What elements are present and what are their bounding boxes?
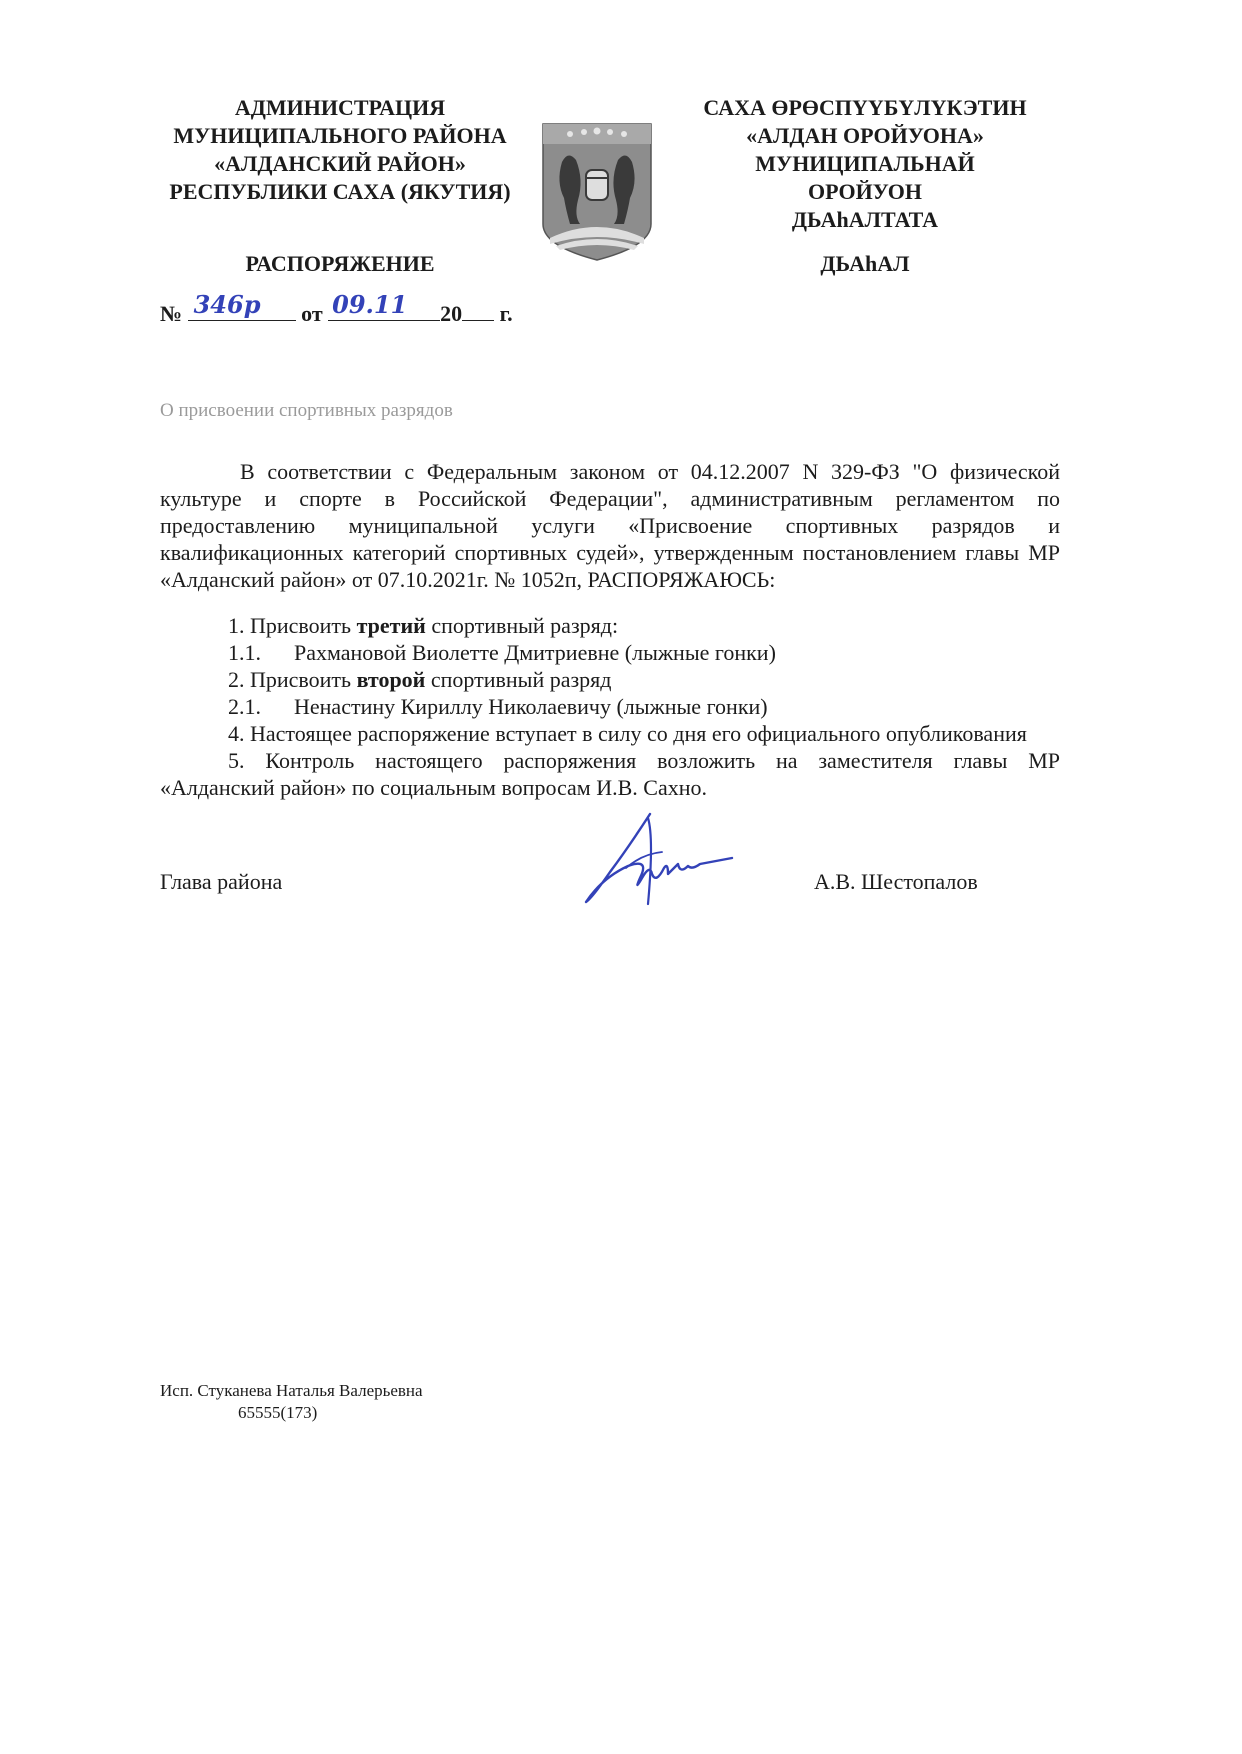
item-number: 2.1. bbox=[228, 694, 261, 719]
executor-phone: 65555(173) bbox=[238, 1403, 318, 1422]
list-item: 1.1. Рахмановой Виолетте Дмитриевне (лыжные гонки) bbox=[228, 640, 776, 665]
header-right-line-3: МУНИЦИПАЛЬНАЙ bbox=[755, 151, 975, 176]
document-number: 346р bbox=[193, 290, 261, 319]
executor-info bbox=[160, 1380, 423, 1424]
item-bold: второй bbox=[356, 667, 426, 692]
year-prefix: 20 bbox=[440, 301, 463, 326]
from-label: от bbox=[301, 301, 323, 326]
number-field bbox=[188, 290, 296, 321]
number-date-line bbox=[160, 290, 513, 327]
header-right-line-2: «АЛДАН ОРОЙУОНА» bbox=[746, 123, 984, 148]
item-number: 2. bbox=[228, 667, 245, 692]
item-number: 4. bbox=[228, 721, 245, 746]
doc-type-left: РАСПОРЯЖЕНИЕ bbox=[245, 251, 435, 276]
header-left-line-1: АДМИНИСТРАЦИЯ bbox=[234, 95, 446, 120]
list-item: 5. Контроль настоящего распоряжения возложить на заместителя главы МР bbox=[228, 748, 1060, 773]
header-left-line-3: «АЛДАНСКИЙ РАЙОН» bbox=[214, 151, 466, 176]
list-item: 4. Настоящее распоряжение вступает в силу со дня его официального опубликования bbox=[228, 721, 1027, 746]
signature-icon bbox=[580, 808, 740, 908]
header-right-line-5: ДЬАhАЛТАТА bbox=[791, 207, 939, 232]
signatory-name: А.В. Шестопалов bbox=[814, 869, 978, 894]
item-bold: третий bbox=[356, 613, 426, 638]
list-item-continuation: «Алданский район» по социальным вопросам И.В. Сахно. bbox=[160, 775, 707, 800]
list-item: 1. Присвоить третий спортивный разряд: bbox=[228, 613, 619, 638]
document-date: 09.11 bbox=[332, 290, 408, 319]
handwritten-signature bbox=[580, 808, 740, 908]
date-field bbox=[328, 290, 440, 321]
header-right-line-4: ОРОЙУОН bbox=[808, 179, 922, 204]
header-left-line-4: РЕСПУБЛИКИ САХА (ЯКУТИЯ) bbox=[169, 179, 511, 204]
preamble-line-1: В соответствии с Федеральным законом от 04.12.2007 N 329-ФЗ "О физической bbox=[240, 459, 1060, 484]
list-item: 2.1. Ненастину Кириллу Николаевичу (лыжные гонки) bbox=[228, 694, 768, 719]
coat-of-arms-emblem bbox=[540, 120, 654, 264]
doc-type-right: ДЬАhАЛ bbox=[820, 251, 910, 276]
number-label: № bbox=[160, 301, 183, 326]
preamble-line-3: предоставлению муниципальной услуги «Присвоение спортивных разрядов и bbox=[160, 513, 1060, 538]
year-suffix: г. bbox=[499, 301, 513, 326]
preamble-line-5: «Алданский район» от 07.10.2021г. № 1052п, РАСПОРЯЖАЮСЬ: bbox=[160, 567, 776, 592]
header-right bbox=[690, 94, 1040, 234]
header-left bbox=[160, 94, 520, 206]
header-right-line-1: САХА ӨРӨСПҮҮБҮЛҮКЭТИН bbox=[703, 95, 1027, 120]
signature-position: Глава района bbox=[160, 869, 283, 894]
header-left-line-2: МУНИЦИПАЛЬНОГО РАЙОНА bbox=[173, 123, 507, 148]
list-item: 2. Присвоить второй спортивный разряд bbox=[228, 667, 612, 692]
items-list bbox=[160, 612, 1060, 801]
document-subject: О присвоении спортивных разрядов bbox=[160, 400, 453, 421]
preamble bbox=[160, 458, 1060, 593]
item-number: 1. bbox=[228, 613, 245, 638]
year-field bbox=[462, 298, 494, 321]
item-number: 1.1. bbox=[228, 640, 261, 665]
coat-of-arms-icon bbox=[540, 120, 654, 264]
preamble-line-2: культуре и спорте в Российской Федерации", административным регламентом по bbox=[160, 486, 1060, 511]
preamble-line-4: квалификационных категорий спортивных судей», утвержденным постановлением главы МР bbox=[160, 540, 1060, 565]
executor-name: Исп. Стуканева Наталья Валерьевна bbox=[160, 1381, 423, 1400]
item-number: 5. bbox=[228, 748, 245, 773]
